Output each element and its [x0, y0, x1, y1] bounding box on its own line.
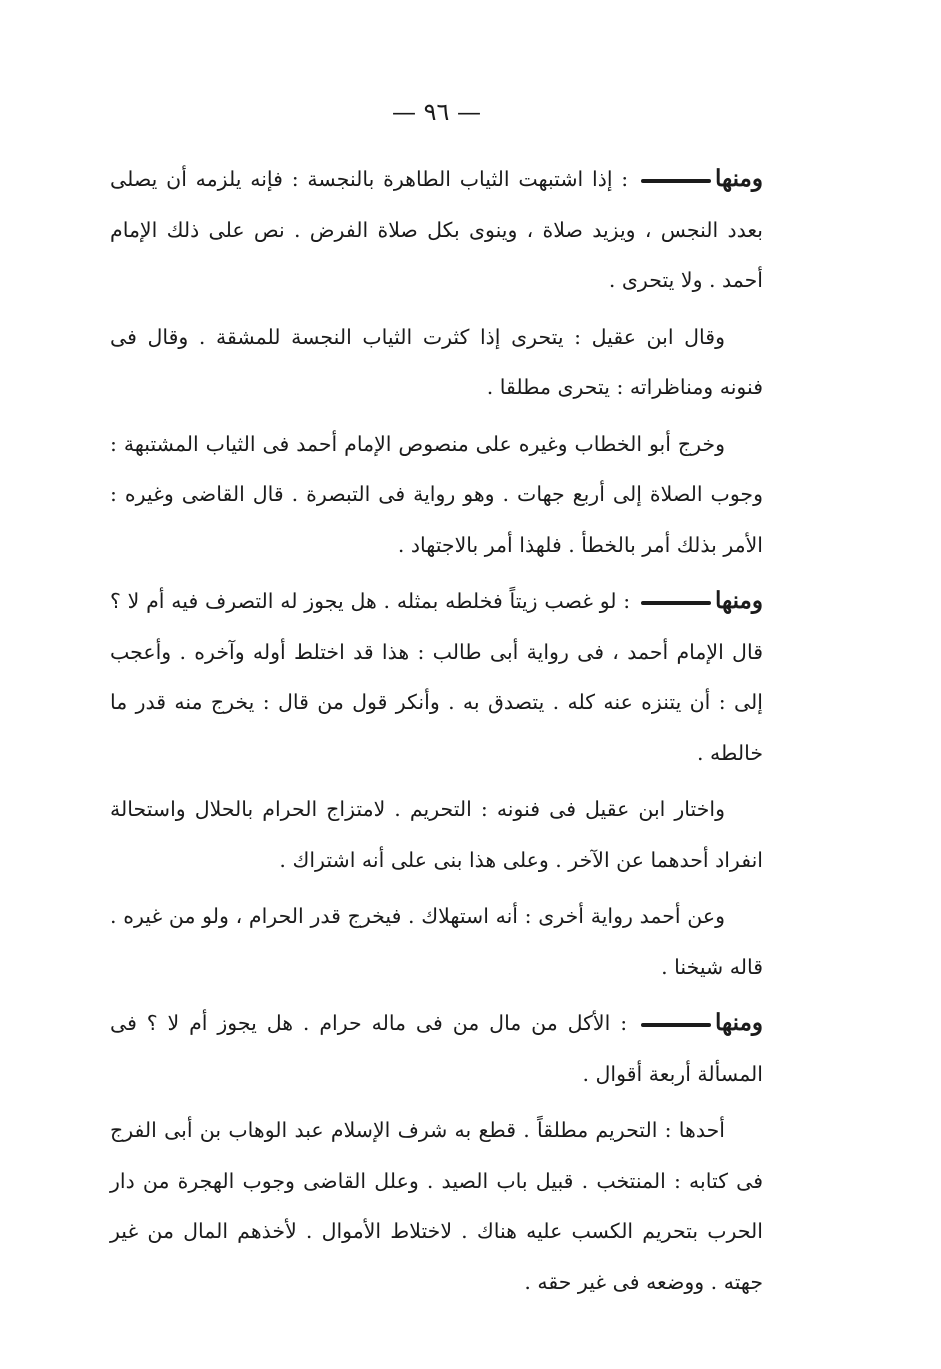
paragraph-8	[110, 1105, 763, 1307]
paragraph-3	[110, 419, 763, 571]
paragraph-4	[110, 576, 763, 778]
paragraph-text: أحدها : التحريم مطلقاً . قطع به شرف الإسلام عبد الوهاب بن أبى الفرج فى كتابه : المنتخب . قبيل باب الصيد . وعلل القاضى وجوب الهجرة من دار الحرب بتحريم الكسب عليه هناك . لاختلاط الأموال . لأخذهم المال من غير جهته . ووضعه فى غير حقه .	[110, 1118, 763, 1294]
paragraph-2	[110, 312, 763, 413]
section-lead: ومنها	[715, 165, 763, 192]
paragraph-text: وخرج أبو الخطاب وغيره على منصوص الإمام أحمد فى الثياب المشتبهة : وجوب الصلاة إلى أربع جهات . وهو رواية فى التبصرة . قال القاضى وغيره : الأمر بذلك أمر بالخطأ . فلهذا أمر بالاجتهاد .	[110, 431, 763, 557]
paragraph-text: وقال ابن عقيل : يتحرى إذا كثرت الثياب النجسة للمشقة . وقال فى فنونه ومناظراته : يتحرى مطلقا .	[110, 324, 763, 399]
paragraph-1	[110, 154, 763, 306]
lead-underline	[641, 1023, 711, 1027]
paragraph-text: وعن أحمد رواية أخرى : أنه استهلاك . فيخرج قدر الحرام ، ولو من غيره . قاله شيخنا .	[110, 904, 763, 979]
lead-underline	[641, 601, 711, 605]
section-lead: ومنها	[715, 587, 763, 614]
section-lead: ومنها	[715, 1009, 763, 1036]
paragraph-text: : الأكل من مال من فى ماله حرام . هل يجوز أم لا ؟ فى المسألة أربعة أقوال .	[110, 1011, 763, 1086]
page-number: — ٩٦ —	[391, 98, 482, 126]
paragraph-5	[110, 784, 763, 885]
paragraph-text: : لو غصب زيتاً فخلطه بمثله . هل يجوز له التصرف فيه أم لا ؟ قال الإمام أحمد ، فى رواية أبى طالب : هذا قد اختلط أوله وآخره . وأعجب إلى : أن يتنزه عنه كله . يتصدق به . وأنكر قول من قال : يخرج منه قدر ما خالطه .	[110, 589, 763, 765]
paragraph-6	[110, 891, 763, 992]
lead-underline	[641, 179, 711, 183]
paragraph-text: واختار ابن عقيل فى فنونه : التحريم . لامتزاج الحرام بالحلال واستحالة انفراد أحدهما عن الآخر . وعلى هذا بنى على أنه اشتراك .	[110, 797, 763, 872]
body-text	[110, 154, 763, 1307]
paragraph-7	[110, 998, 763, 1099]
paragraph-text: : إذا اشتبهت الثياب الطاهرة بالنجسة : فإنه يلزمه أن يصلى بعدد النجس ، ويزيد صلاة ، وينوى بكل صلاة الفرض . نص على ذلك الإمام أحمد . ولا يتحرى .	[110, 167, 763, 292]
